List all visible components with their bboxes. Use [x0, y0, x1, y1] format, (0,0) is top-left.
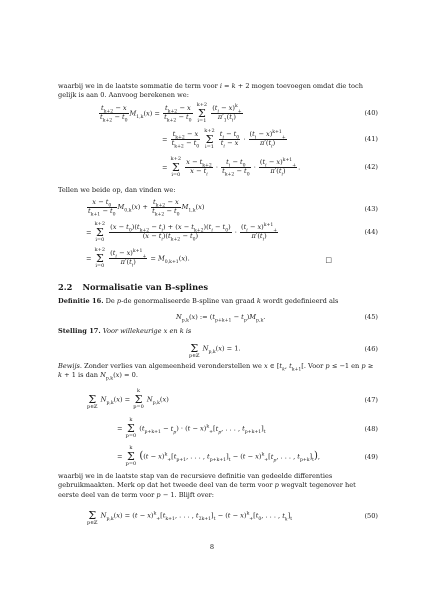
waarbij-paragraph: waarbij we in de laatste stap van de recursieve definitie van gedeelde differenties gebruikmaakten. Merk op dat het tweede deel van de term voor p wegvalt tegenover het eerste deel van de term voor p − 1. Blijft over: — [58, 472, 356, 499]
equation-number: (41) — [364, 135, 378, 143]
tellen-paragraph: Tellen we beide op, dan vinden we: — [58, 186, 176, 194]
page-number: 8 — [209, 543, 215, 551]
equation-41: = $\frac{t_{k+2} - x}{t_{k+2} - t_0}$ k+2 Σ i=1 $\frac{t_i - t_0}{t_i - x}$ · $\frac{(t_i - x)^{k+1}_+}{\pi'(t_i)}$ (41) — [162, 128, 378, 150]
proof-paragraph: Bewijs. Zonder verlies van algemeenheid veronderstellen we x ∈ [$t_k$, $t_{k+1}$[. Voor p ≤ −1 en p ≥ k + 1 is dan $N_{p,k}(x) = 0$. — [58, 362, 374, 382]
equation-44b: = k+2 Σ i=0 $\frac{(t_i - x)^{k+1}_+}{\pi'(t_i)}$ = $M_{0,k+1}(x)$. □ — [86, 247, 332, 269]
section-title: Normalisatie van B-splines — [82, 282, 209, 292]
equation-44: = k+2 Σ i=0 $\frac{(x - t_0)(t_{k+2} - t_i) + (x - t_{k+2})(t_i - t_0)}{(x - t_i)(t_{k+2} - t_0)}$ · $\frac{(t_i - x)^{k+1}_+}{\pi'(t_i)}$ (44) — [86, 221, 378, 243]
equation-number: (48) — [364, 425, 378, 433]
section-number: 2.2 — [58, 282, 73, 292]
equation-46: Σ p∈ℤ $N_{p,k}(x) = 1$. (46) — [189, 341, 378, 359]
equation-number: (45) — [364, 313, 378, 321]
equation-number: (44) — [364, 228, 378, 236]
equation-40: $\frac{t_{k+2} - x}{t_{k+2} - t_0}$ $M_{1,k}(x)$ = $\frac{t_{k+2} - x}{t_{k+2} - t_0}$ k+2 Σ i=1 $\frac{(t_i - x)^k_+}{\pi'_1(t_i)}$ (40) — [100, 102, 378, 124]
definition-label: Definitie 16. — [58, 297, 104, 305]
equation-50: Σ p∈ℤ $N_{p,k}(x) = (t - x)^k_+[t_{k+1}$, . . . , $t_{2k+1}]_t - (t - x)^k_+[t_0$, . . . , $t_k]_t$ (50) — [87, 508, 378, 526]
equation-number: (50) — [364, 512, 378, 520]
equation-number: (42) — [364, 163, 378, 171]
section-heading — [58, 282, 208, 292]
equation-43: $\frac{x - t_0}{t_{k+1} - t_0}$ $M_{0,k}(x)$ + $\frac{t_{k+2} - x}{t_{k+2} - t_0}$ $M_{1,k}(x)$ (43) — [88, 198, 378, 217]
equation-47: Σ p∈ℤ $N_{p,k}(x) = k$ Σ p=0 $N_{p,k}(x)$ (47) — [87, 388, 378, 410]
definition-16: Definitie 16. De p-de genormaliseerde B-spline van graad k wordt gedefinieerd als — [58, 297, 339, 305]
equation-number: (43) — [364, 205, 378, 213]
equation-42: = k+2 Σ i=0 $\frac{x - t_{k+2}}{x - t_i}$ · $\frac{t_i - t_0}{t_{k+2} - t_0}$ · $\frac{(t_i - x)^{k+1}_+}{\pi'(t_i)}$ . (42) — [162, 156, 378, 178]
equation-45: $N_{p,k}(x)$ := $(t_{p+k+1} - t_p)M_{p,k}$. (45) — [176, 313, 378, 324]
equation-number: (47) — [364, 396, 378, 404]
theorem-label: Stelling 17. — [58, 327, 101, 335]
proof-label: Bewijs. — [58, 362, 83, 370]
equation-49: = k Σ p=0 ($(t - x)^k_+[t_{p+1}$, . . . , $t_{p+k+1}]_t - (t - x)^k_+[t_p$, . . . , $t_{p+k}]_t$), (49) — [117, 445, 378, 467]
qed-symbol: □ — [325, 256, 332, 264]
equation-number: (46) — [364, 345, 378, 353]
intro-paragraph: waarbij we in de laatste sommatie de term voor i = k + 2 mogen toevoegen omdat die toch gelijk is aan 0. Aanvoog berekenen we: — [58, 82, 363, 100]
theorem-17: Stelling 17. Voor willekeurige x en k is — [58, 327, 192, 335]
equation-number: (49) — [364, 453, 378, 461]
equation-number: (40) — [364, 109, 378, 117]
equation-48: = k Σ p=0 $(t_{p+k+1} - t_p) \cdot (t - x)^k_+[t_p$, . . . , $t_{p+k+1}]_t$ (48) — [117, 417, 378, 439]
